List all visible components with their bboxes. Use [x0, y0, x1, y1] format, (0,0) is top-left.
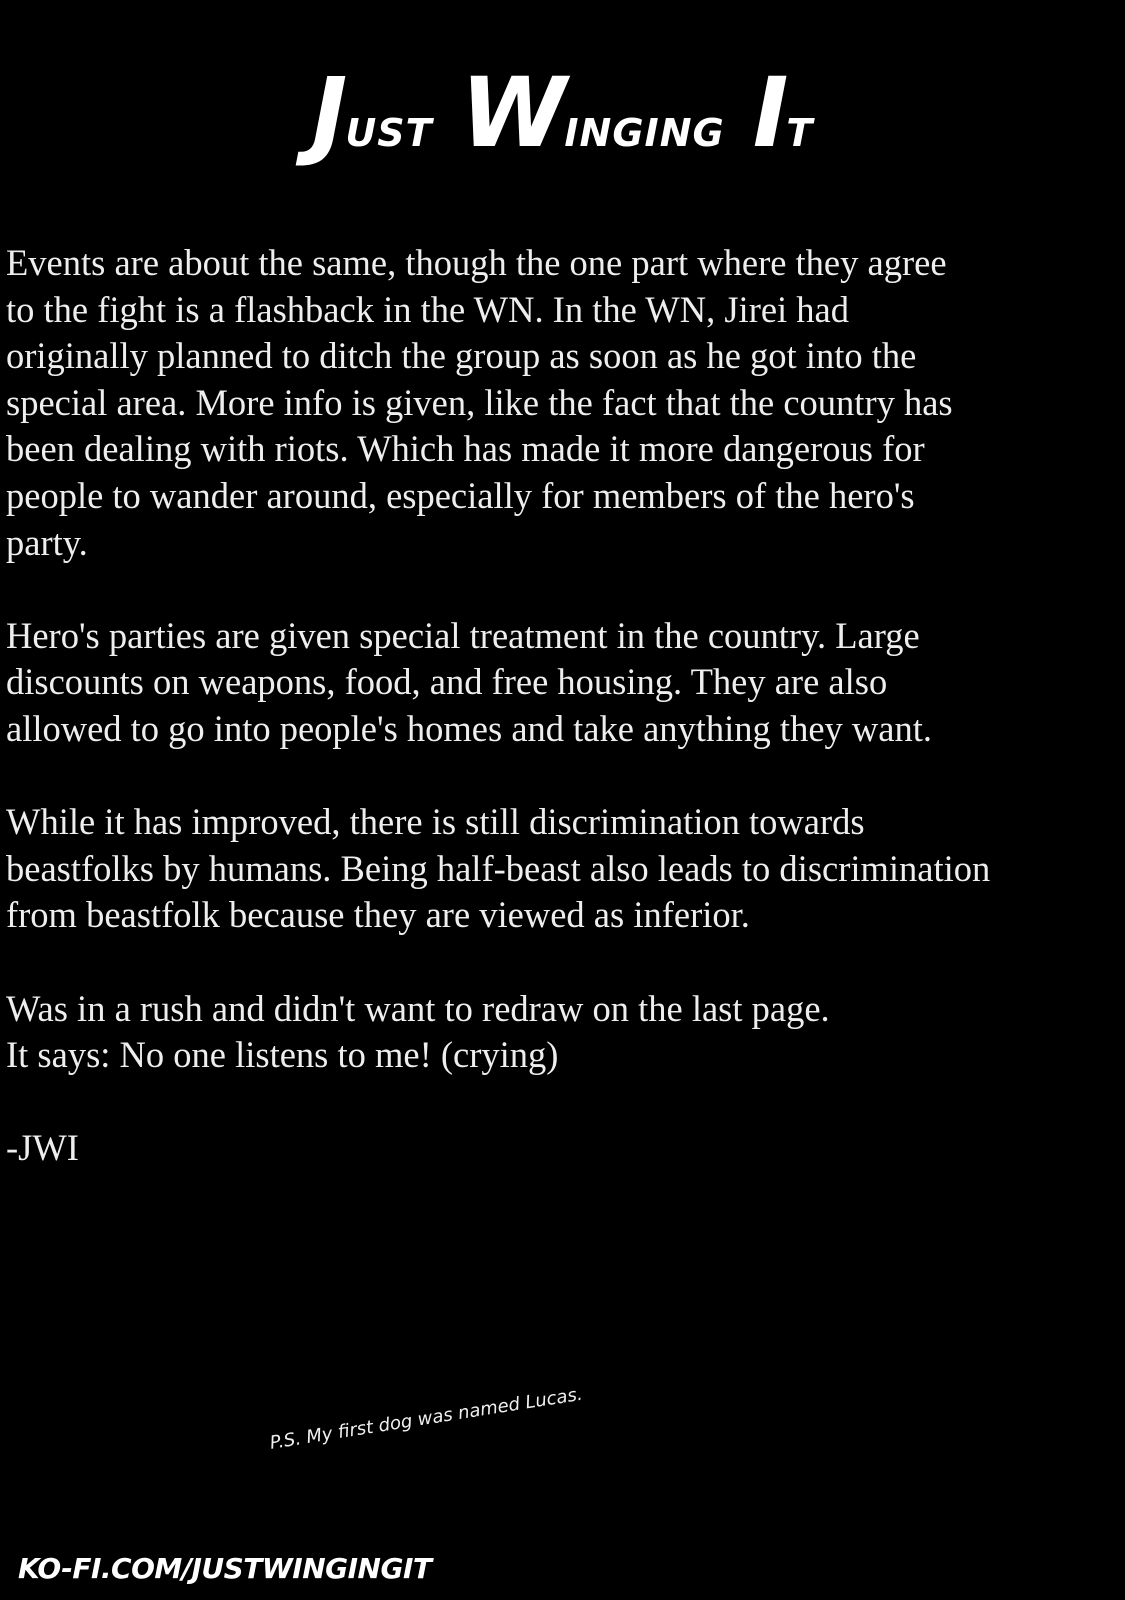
logo-title	[0, 58, 1125, 168]
paragraph-discrimination: While it has improved, there is still discrimination towards beastfolks by humans. Being half-beast also leads to discrimination from beastfolk because they are viewed as inferior.	[6, 801, 991, 936]
paragraph-events: Events are about the same, though the one part where they agree to the fight is a flashback in the WN. In the WN, Jirei had originally planned to ditch the group as soon as he got into the special area. More info is given, like the fact that the country has been dealing with riots. Which has made it more dangerous for people to wander around, especially for members of the hero's party.	[6, 242, 953, 563]
logo-letter-w: W	[460, 57, 565, 169]
ps-note: P.S. My first dog was named Lucas.	[268, 1383, 584, 1454]
afterword-text	[6, 240, 1121, 1218]
logo-word-inging: INGING	[564, 111, 725, 155]
logo-letter-j: J	[311, 57, 346, 169]
logo-word-t: T	[786, 111, 814, 155]
logo-letter-i: I	[752, 57, 787, 169]
signature: -JWI	[6, 1127, 79, 1169]
logo-word-ust: UST	[345, 111, 433, 155]
paragraph-heros-parties: Hero's parties are given special treatment in the country. Large discounts on weapons, food, and free housing. They are also allowed to go into people's homes and take anything they want.	[6, 614, 932, 749]
kofi-link[interactable]: KO-FI.COM/JUSTWINGINGIT	[18, 1552, 432, 1585]
paragraph-rush-note: Was in a rush and didn't want to redraw on the last page. It says: No one listens to me! (crying)	[6, 987, 830, 1076]
